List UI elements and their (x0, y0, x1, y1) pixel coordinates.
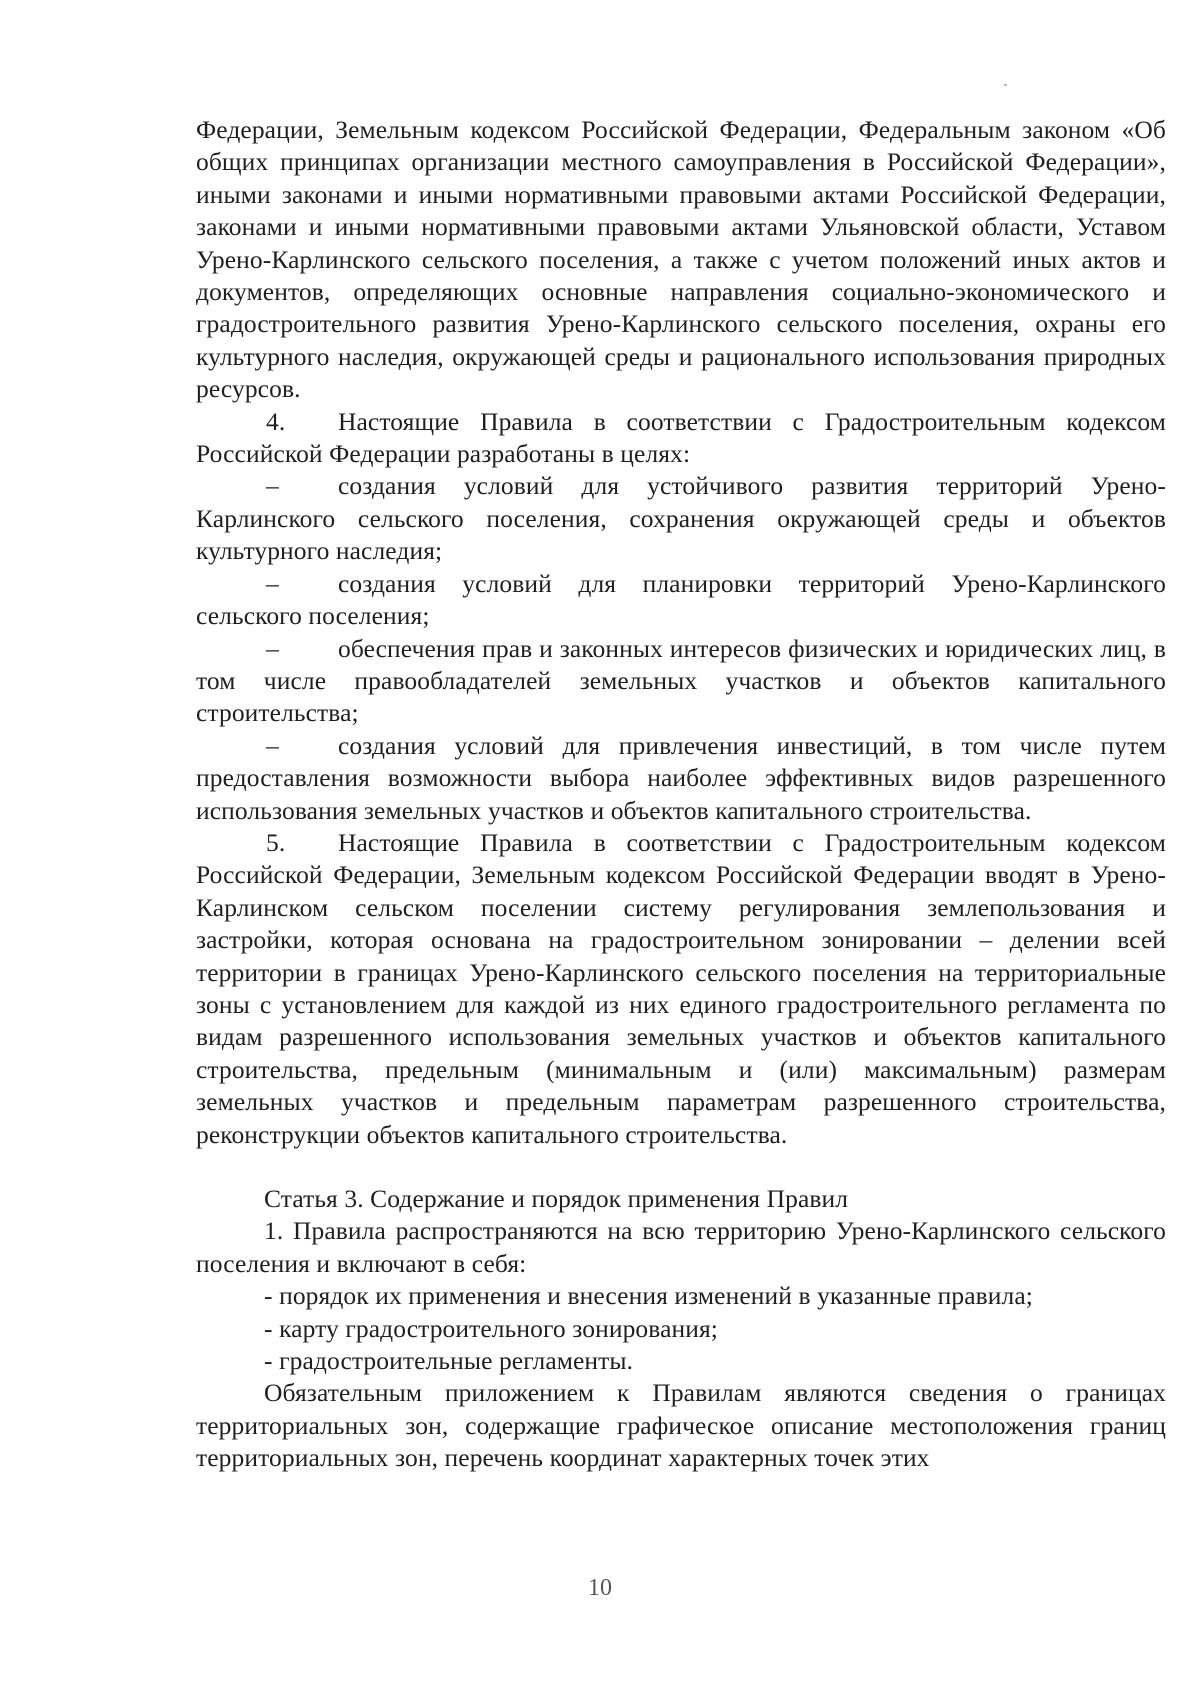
article-heading: Статья 3. Содержание и порядок применения Правил (264, 1184, 849, 1213)
dash-marker: – (266, 633, 279, 663)
paragraph-number: 5. (266, 827, 286, 857)
article-intro: 1. Правила распространяются на всю территорию Урено-Карлинского сельского поселения и включают в себя: (196, 1216, 1166, 1278)
list-item-text: создания условий для привлечения инвестиций, в том числе путем предоставления возможности выбора наиболее эффективных видов разрешенного использования земельных участков и объектов капитального строительства. (196, 730, 1166, 825)
dash-list-item (196, 470, 1166, 567)
paragraph-number: 4. (266, 406, 286, 436)
paragraph-text: Настоящие Правила в соответствии с Градостроительным кодексом Российской Федерации разработаны в целях: (196, 406, 1166, 469)
dash-list-item (196, 568, 1166, 633)
dash-marker: – (266, 471, 279, 501)
article-list-item: - карту градостроительного зонирования; (264, 1313, 718, 1343)
scan-speck (1004, 84, 1007, 86)
page-number: 10 (588, 1575, 612, 1601)
article-list-item: - порядок их применения и внесения изменений в указанные правила; (264, 1281, 1033, 1311)
article-list-item: - градостроительные регламенты. (264, 1346, 634, 1376)
numbered-paragraph-5 (196, 827, 1166, 1151)
dash-marker: – (266, 568, 279, 598)
article-closing-paragraph: Обязательным приложением к Правилам являются сведения о границах территориальных зон, содержащие графическое описание местоположения границ территориальных зон, перечень координат характерных точек этих (196, 1378, 1166, 1473)
numbered-paragraph-4 (196, 406, 1166, 471)
document-body (196, 114, 1166, 1475)
list-item-text: обеспечения прав и законных интересов физических и юридических лиц, в том числе правообладателей земельных участков и объектов капитального строительства; (196, 633, 1166, 728)
dash-list-item (196, 633, 1166, 730)
list-item-text: создания условий для устойчивого развития территорий Урено-Карлинского сельского поселения, сохранения окружающей среды и объектов культурного наследия; (196, 471, 1166, 566)
dash-list-item (196, 730, 1166, 827)
dash-marker: – (266, 730, 279, 760)
paragraph-continuation: Федерации, Земельным кодексом Российской Федерации, Федеральным законом «Об общих принципах организации местного самоуправления в Российской Федерации», иными законами и иными нормативными правовыми актами Российской Федерации, законами и иными нормативными правовыми актами Ульяновской области, Уставом Урено-Карлинского сельского поселения, а также с учетом положений иных актов и документов, определяющих основные направления социально-экономического и градостроительного развития Урено-Карлинского сельского поселения, охраны его культурного наследия, окружающей среды и рационального использования природных ресурсов. (196, 115, 1166, 404)
list-item-text: создания условий для планировки территорий Урено-Карлинского сельского поселения; (196, 568, 1166, 631)
paragraph-text: Настоящие Правила в соответствии с Градостроительным кодексом Российской Федерации, Земельным кодексом Российской Федерации вводят в Урено-Карлинском сельском поселении систему регулирования землепользования и застройки, которая основана на градостроительном зонировании – делении всей территории в границах Урено-Карлинского сельского поселения на территориальные зоны с установлением для каждой из них единого градостроительного регламента по видам разрешенного использования земельных участков и объектов капитального строительства, предельным (минимальным и (или) максимальным) размерам земельных участков и предельным параметрам разрешенного строительства, реконструкции объектов капитального строительства. (196, 827, 1166, 1149)
